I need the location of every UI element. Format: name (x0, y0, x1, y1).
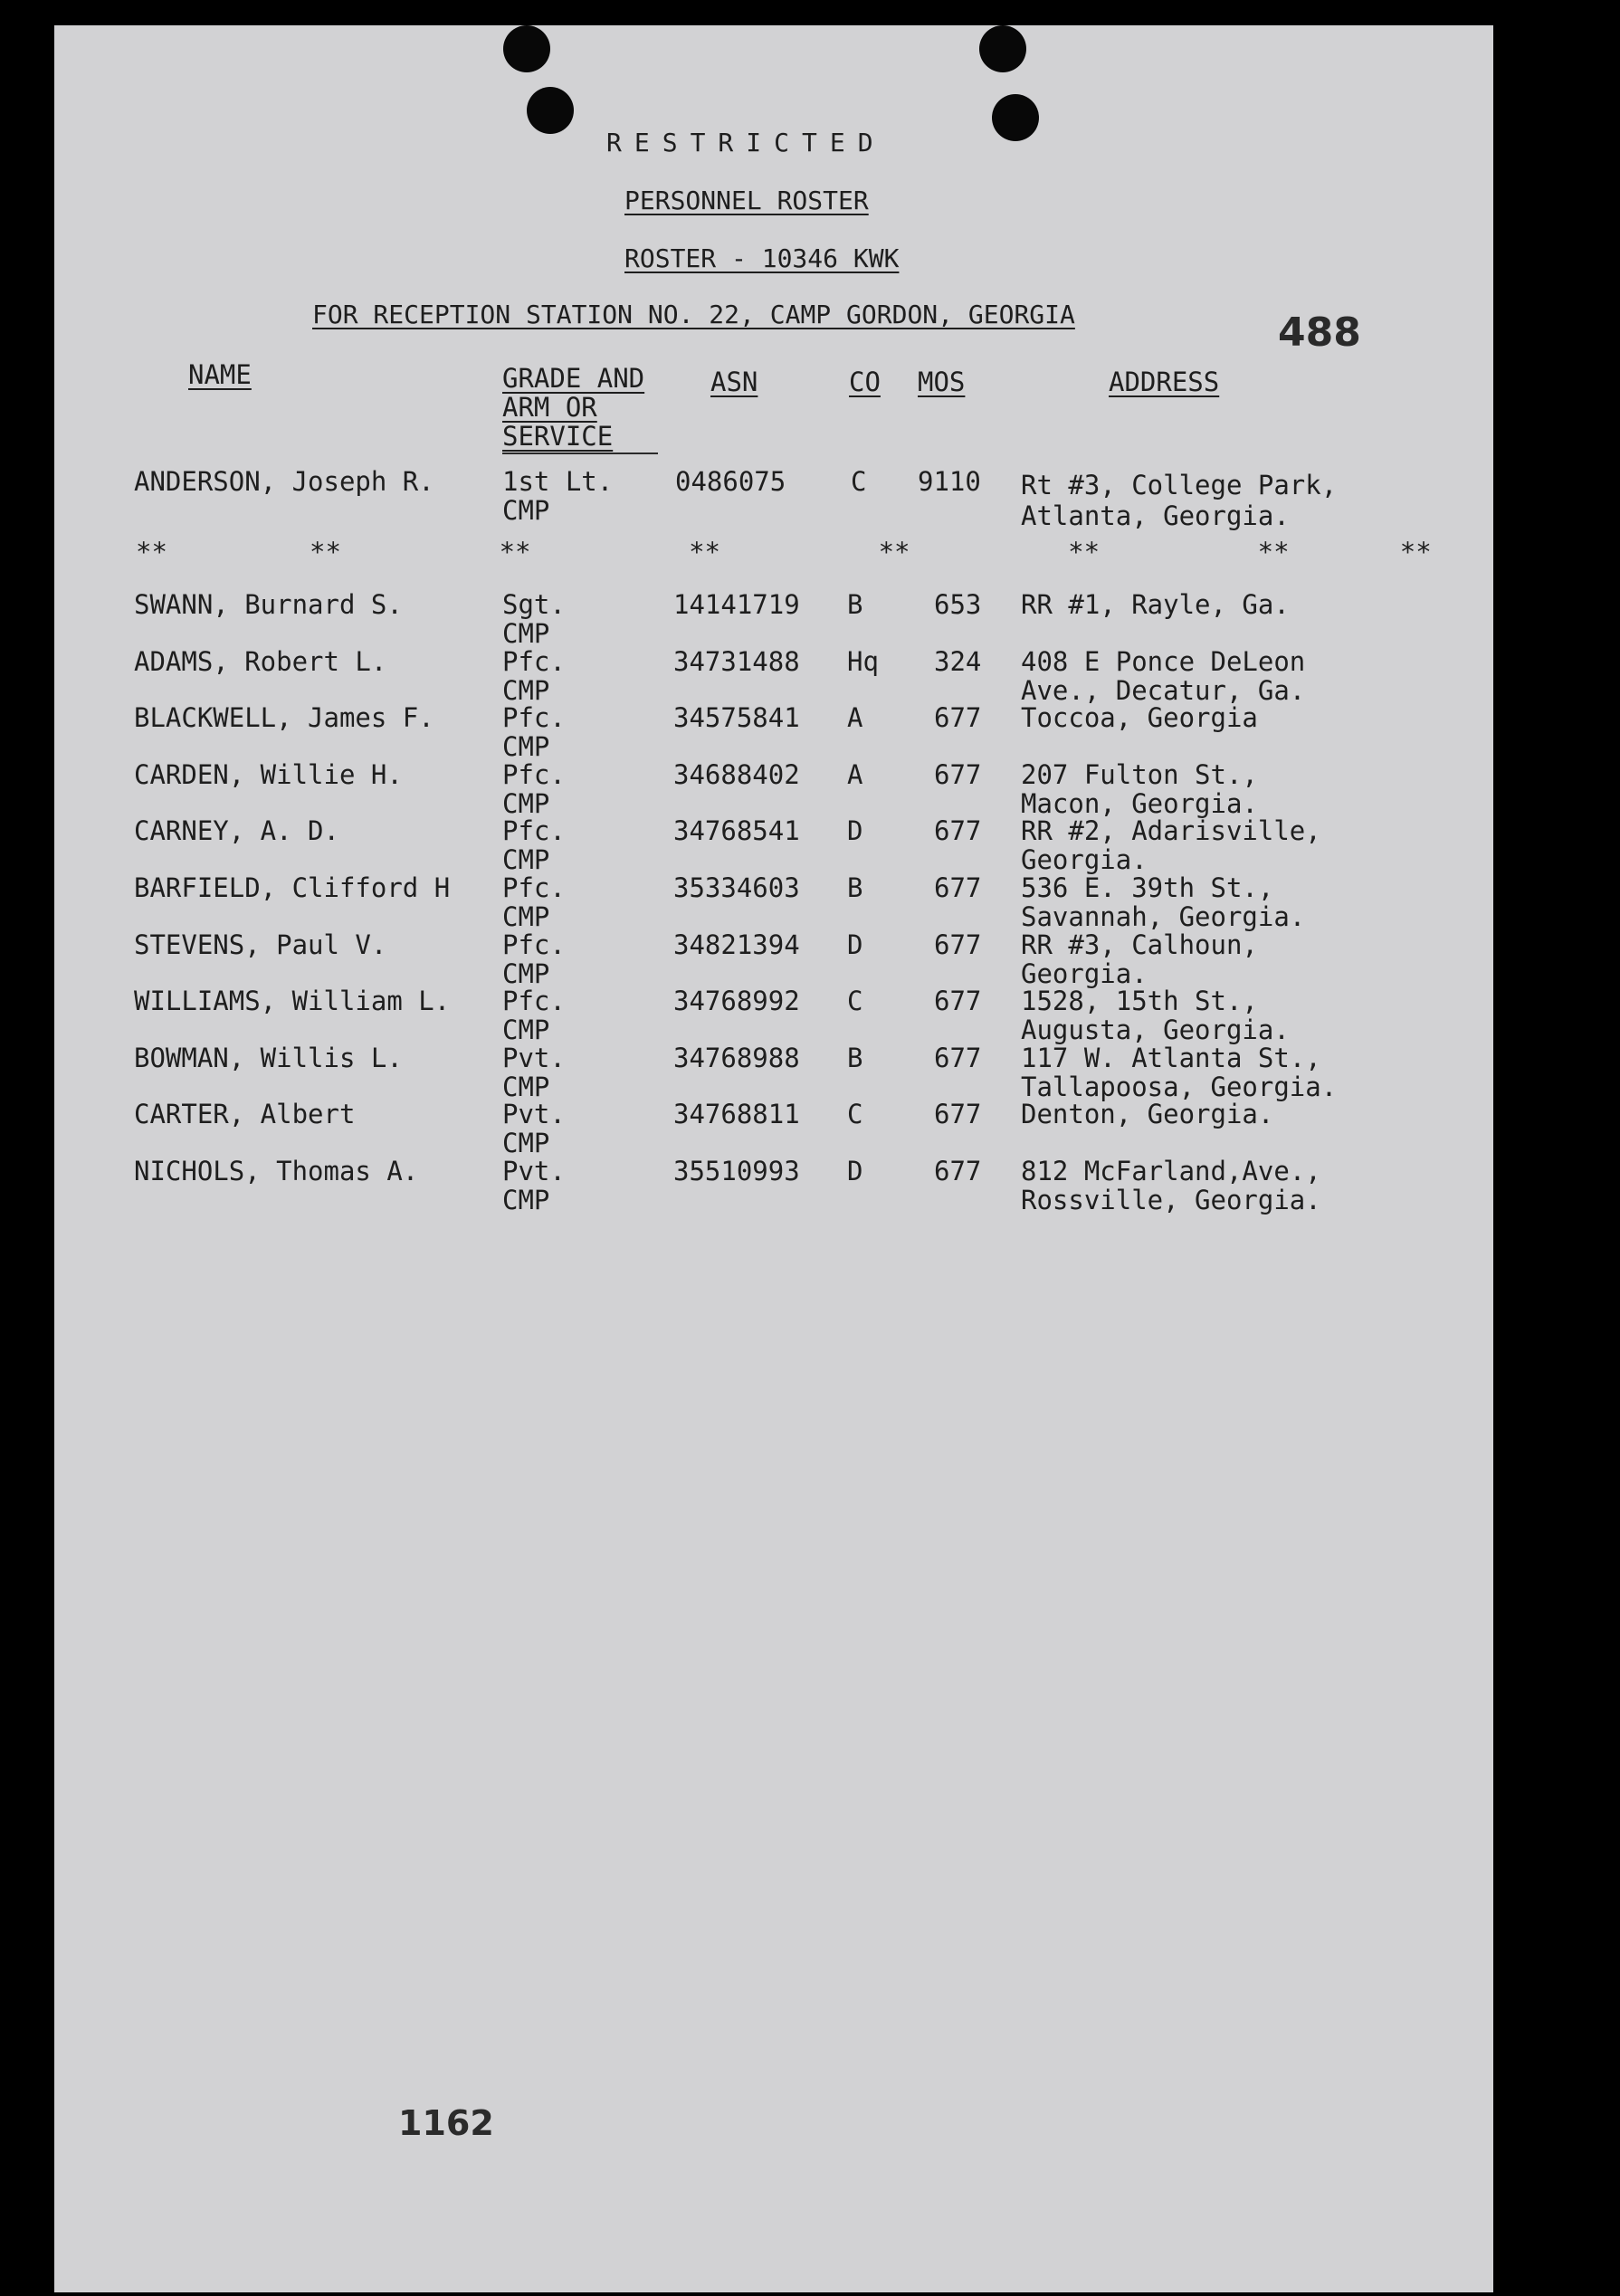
entry-service: CMP (502, 1072, 550, 1102)
entry-address-line1: 536 E. 39th St., (1021, 872, 1274, 903)
entry-mos: 677 (934, 929, 982, 960)
column-header-address: ADDRESS (1109, 367, 1220, 397)
entry-address-line1: RR #3, Calhoun, (1021, 929, 1258, 960)
entry-asn: 35510993 (673, 1156, 800, 1186)
entry-address-line1: RR #1, Rayle, Ga. (1021, 589, 1290, 620)
entry-grade: Pfc. (502, 986, 566, 1016)
entry-service: CMP (502, 1015, 550, 1045)
column-header-name: NAME (188, 359, 252, 390)
entry-mos: 677 (934, 815, 982, 846)
entry-mos: 9110 (918, 466, 981, 497)
entry-address-line1: 207 Fulton St., (1021, 759, 1258, 790)
roster-number: ROSTER - 10346 KWK (624, 243, 900, 273)
entry-co: C (847, 986, 863, 1016)
column-header-asn: ASN (710, 367, 758, 397)
column-header-service: SERVICE (502, 421, 614, 452)
entry-name: BOWMAN, Willis L. (134, 1043, 403, 1073)
entry-grade: Pfc. (502, 815, 566, 846)
column-header-mos: MOS (918, 367, 966, 397)
entry-co: B (847, 1043, 863, 1073)
entry-address-line1: 812 McFarland,Ave., (1021, 1156, 1321, 1186)
entry-address-line1: 408 E Ponce DeLeon (1021, 646, 1306, 677)
entry-name: STEVENS, Paul V. (134, 929, 387, 960)
entry-name: NICHOLS, Thomas A. (134, 1156, 419, 1186)
entry-service: CMP (502, 618, 550, 649)
entry-service: CMP (502, 1128, 550, 1158)
entry-grade: Pfc. (502, 646, 566, 677)
entry-name: CARTER, Albert (134, 1099, 356, 1129)
entry-co: C (847, 1099, 863, 1129)
entry-mos: 677 (934, 702, 982, 733)
entry-mos: 677 (934, 1099, 982, 1129)
entry-co: B (847, 589, 863, 620)
header-rule (502, 453, 658, 454)
entry-name: ADAMS, Robert L. (134, 646, 387, 677)
punch-hole (527, 87, 574, 134)
entry-grade: 1st Lt. (502, 466, 614, 497)
entry-asn: 34768541 (673, 815, 800, 846)
entry-name: CARNEY, A. D. (134, 815, 339, 846)
entry-grade: Pvt. (502, 1156, 566, 1186)
entry-asn: 0486075 (675, 466, 786, 497)
entry-mos: 677 (934, 759, 982, 790)
classification-heading: RESTRICTED (606, 128, 886, 157)
entry-grade: Pfc. (502, 702, 566, 733)
entry-co: D (847, 815, 863, 846)
entry-co: Hq (847, 646, 879, 677)
entry-service: CMP (502, 844, 550, 875)
entry-address-line1: RR #2, Adarisville, (1021, 815, 1321, 846)
page-number-stamp: 488 (1278, 310, 1361, 356)
entry-grade: Pfc. (502, 759, 566, 790)
entry-address-line2: Georgia. (1021, 844, 1148, 875)
entry-mos: 324 (934, 646, 982, 677)
entry-address-line2: Augusta, Georgia. (1021, 1015, 1290, 1045)
entry-grade: Pvt. (502, 1099, 566, 1129)
entry-name: BLACKWELL, James F. (134, 702, 434, 733)
entry-asn: 34768811 (673, 1099, 800, 1129)
document-title: PERSONNEL ROSTER (624, 186, 869, 215)
entry-mos: 677 (934, 1043, 982, 1073)
entry-name: SWANN, Burnard S. (134, 589, 403, 620)
entry-address-line2: Atlanta, Georgia. (1021, 500, 1290, 531)
entry-grade: Sgt. (502, 589, 566, 620)
entry-co: C (851, 466, 867, 497)
entry-address-line1: Rt #3, College Park, (1021, 470, 1338, 500)
entry-co: D (847, 1156, 863, 1186)
punch-hole (979, 25, 1026, 72)
entry-service: CMP (502, 675, 550, 706)
entry-service: CMP (502, 1185, 550, 1215)
entry-asn: 34821394 (673, 929, 800, 960)
entry-asn: 34768988 (673, 1043, 800, 1073)
entry-address-line2: Georgia. (1021, 958, 1148, 989)
entry-asn: 34575841 (673, 702, 800, 733)
punch-hole (503, 25, 550, 72)
entry-name: ANDERSON, Joseph R. (134, 466, 434, 497)
entry-mos: 677 (934, 1156, 982, 1186)
entry-address-line2: Macon, Georgia. (1021, 788, 1258, 819)
entry-name: BARFIELD, Clifford H (134, 872, 451, 903)
entry-address-line2: Savannah, Georgia. (1021, 901, 1306, 932)
entry-address-line1: 1528, 15th St., (1021, 986, 1258, 1016)
entry-co: A (847, 759, 863, 790)
separator-asterisks: ** ** ** ** ** ** ** ** (136, 537, 1432, 567)
entry-asn: 14141719 (673, 589, 800, 620)
entry-grade: Pvt. (502, 1043, 566, 1073)
entry-service: CMP (502, 731, 550, 762)
entry-asn: 34731488 (673, 646, 800, 677)
entry-service: CMP (502, 495, 550, 526)
punch-hole (992, 94, 1039, 141)
entry-address-line1: Denton, Georgia. (1021, 1099, 1274, 1129)
entry-name: WILLIAMS, William L. (134, 986, 451, 1016)
entry-mos: 653 (934, 589, 982, 620)
entry-address-line2: Ave., Decatur, Ga. (1021, 675, 1306, 706)
entry-grade: Pfc. (502, 872, 566, 903)
column-header-co: CO (849, 367, 881, 397)
entry-co: D (847, 929, 863, 960)
entry-mos: 677 (934, 872, 982, 903)
entry-mos: 677 (934, 986, 982, 1016)
entry-name: CARDEN, Willie H. (134, 759, 403, 790)
entry-asn: 34688402 (673, 759, 800, 790)
entry-grade: Pfc. (502, 929, 566, 960)
entry-service: CMP (502, 788, 550, 819)
entry-asn: 34768992 (673, 986, 800, 1016)
entry-address-line1: Toccoa, Georgia (1021, 702, 1258, 733)
station-line: FOR RECEPTION STATION NO. 22, CAMP GORDON, GEORGIA (312, 300, 1075, 329)
entry-address-line2: Rossville, Georgia. (1021, 1185, 1321, 1215)
footer-stamp: 1162 (398, 2103, 494, 2143)
entry-address-line2: Tallapoosa, Georgia. (1021, 1072, 1338, 1102)
entry-service: CMP (502, 958, 550, 989)
entry-asn: 35334603 (673, 872, 800, 903)
column-header-grade: GRADE AND (502, 363, 645, 394)
entry-service: CMP (502, 901, 550, 932)
entry-co: B (847, 872, 863, 903)
entry-co: A (847, 702, 863, 733)
entry-address-line1: 117 W. Atlanta St., (1021, 1043, 1321, 1073)
column-header-arm: ARM OR (502, 392, 597, 423)
